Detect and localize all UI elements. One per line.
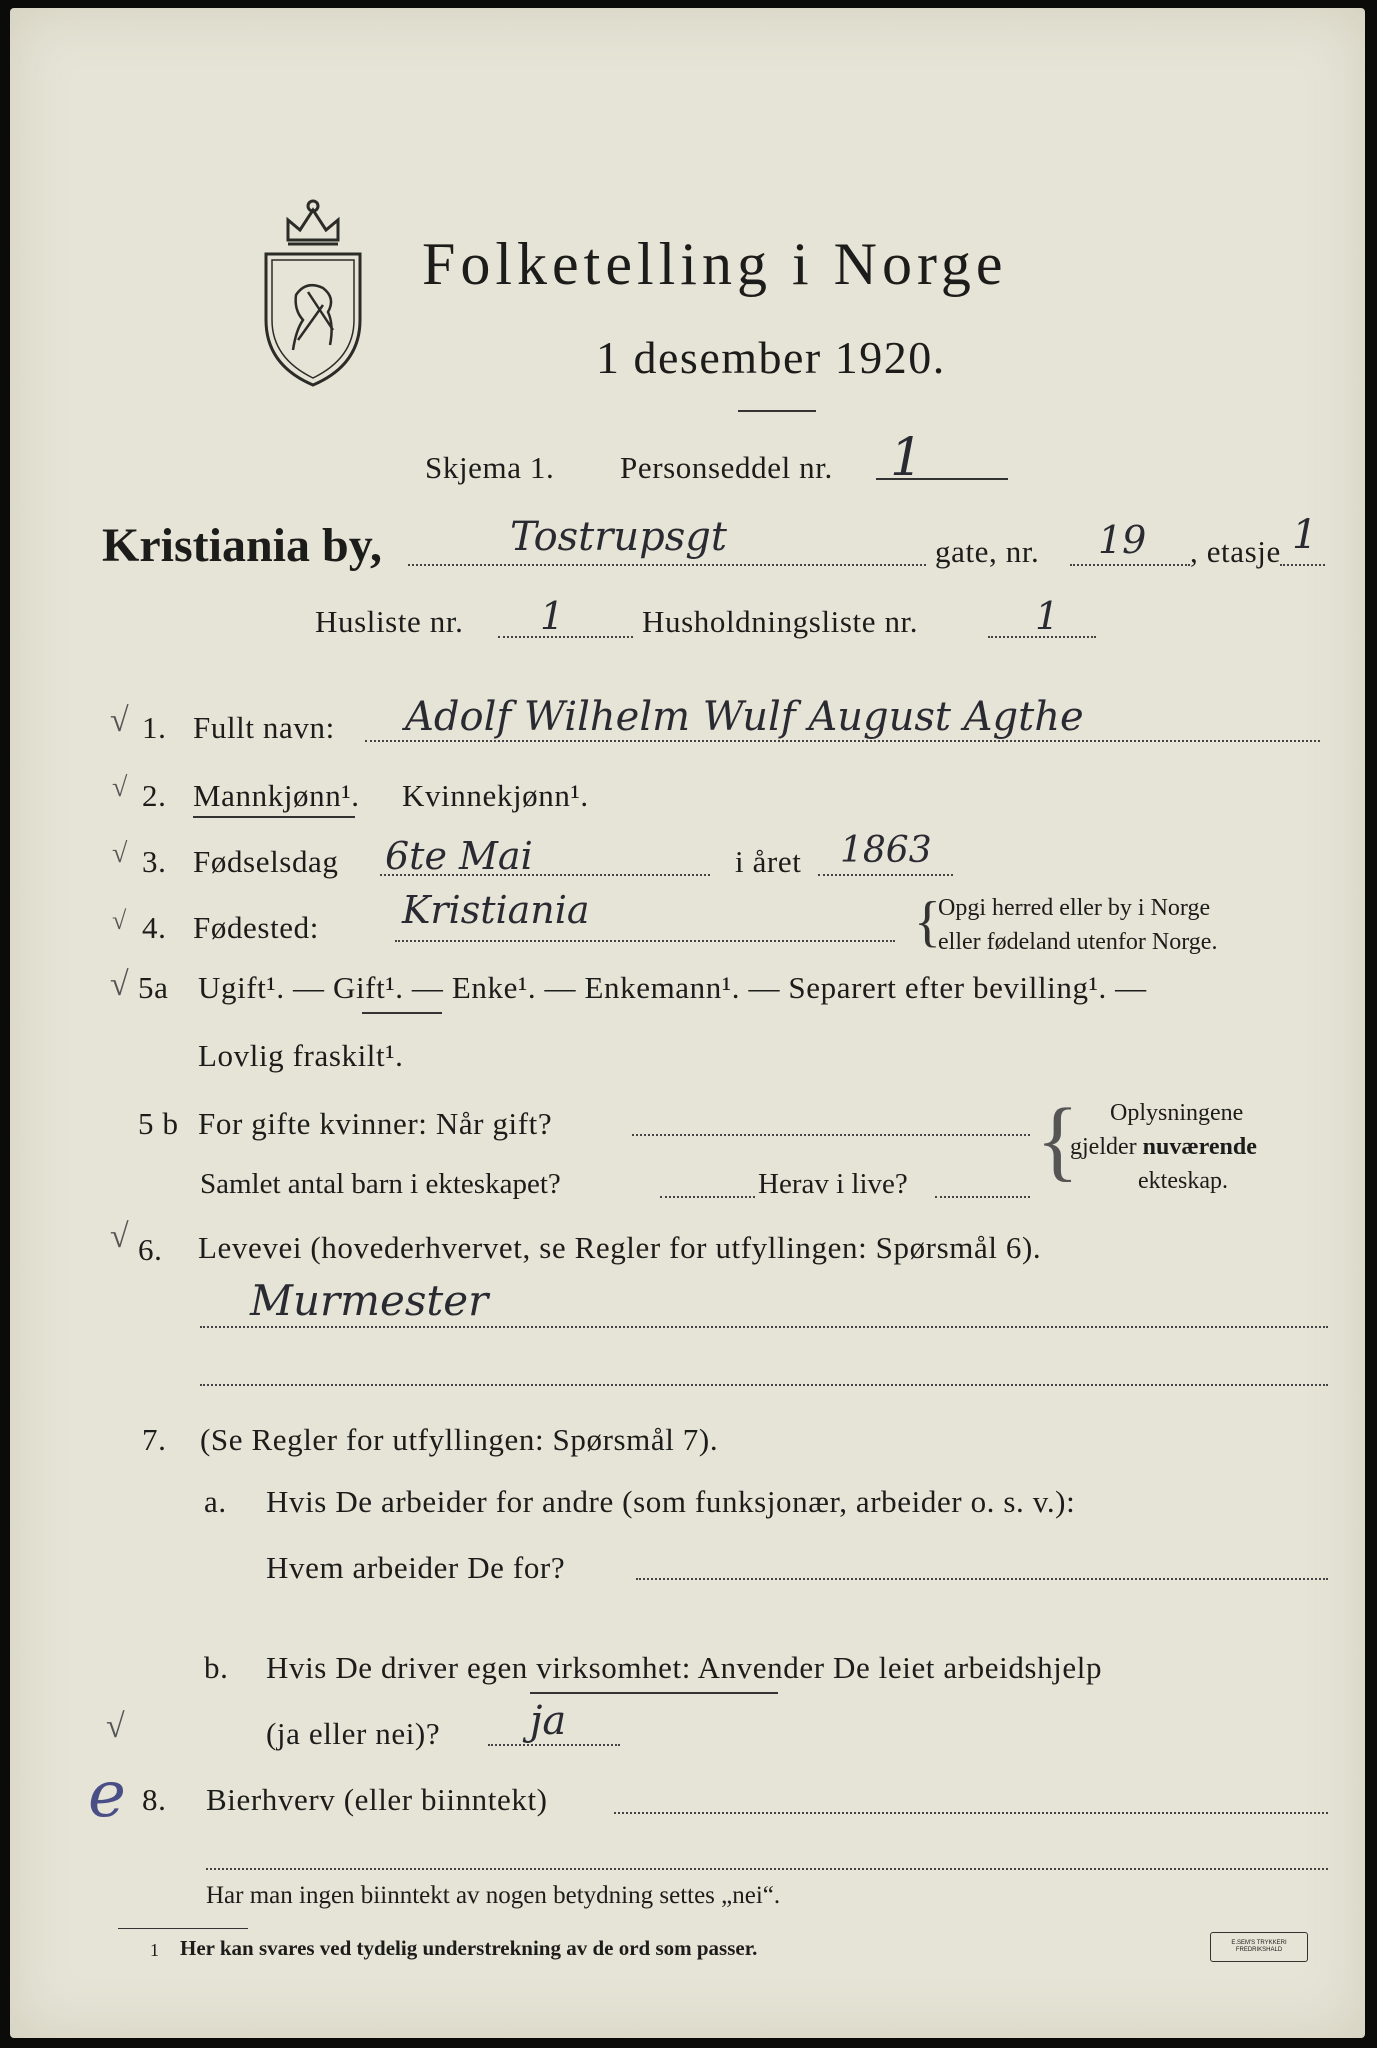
q5b-note-line1: Oplysningene <box>1110 1100 1244 1126</box>
q7b-line2: (ja eller nei)? <box>266 1716 441 1751</box>
check-mark-q1: √ <box>110 702 129 739</box>
coat-of-arms-icon <box>248 180 378 390</box>
year-label: i året <box>735 844 802 879</box>
husliste-label: Husliste nr. <box>315 604 464 639</box>
q5a-number: 5a <box>138 970 169 1005</box>
gender-female-option[interactable]: Kvinnekjønn¹. <box>402 778 589 813</box>
footnote-number: 1 <box>150 1940 159 1960</box>
q3-label: Fødselsdag <box>193 844 339 879</box>
q7b-letter: b. <box>204 1650 229 1685</box>
q7-number: 7. <box>142 1422 167 1457</box>
husliste-field[interactable] <box>498 636 633 638</box>
gender-male-option[interactable]: Mannkjønn¹. <box>193 778 360 813</box>
personseddel-label: Personseddel nr. <box>620 450 833 485</box>
q5b-number: 5 b <box>138 1106 179 1141</box>
q5b-alive-label: Herav i live? <box>758 1168 908 1200</box>
blue-margin-mark: e <box>88 1758 126 1832</box>
q4-label: Fødested: <box>193 910 319 945</box>
birth-year-value: 1863 <box>840 830 932 871</box>
personseddel-number[interactable]: 1 <box>890 428 924 488</box>
q8-label: Bierhverv (eller biinntekt) <box>206 1782 548 1817</box>
q7-label: (Se Regler for utfyllingen: Spørsmål 7). <box>200 1422 719 1457</box>
q1-label: Fullt navn: <box>193 710 335 745</box>
q1-number: 1. <box>142 710 167 745</box>
gate-number-field[interactable] <box>1070 564 1190 566</box>
married-when-field[interactable] <box>632 1134 1030 1136</box>
full-name-value: Adolf Wilhelm Wulf August Agthe <box>405 694 1084 740</box>
side-income-note: Har man ingen biinntekt av nogen betydning settes „nei“. <box>206 1882 781 1909</box>
birthplace-note-brace: { <box>914 891 941 953</box>
q7b-underline <box>530 1692 778 1694</box>
q7a-line2: Hvem arbeider De for? <box>266 1550 566 1585</box>
employer-field[interactable] <box>636 1578 1328 1580</box>
birthday-value: 6te Mai <box>385 834 533 878</box>
side-income-field-line2[interactable] <box>206 1868 1328 1870</box>
husholdning-value: 1 <box>1035 594 1060 638</box>
full-name-field[interactable] <box>365 740 1320 742</box>
q5b-note-line3: ekteskap. <box>1138 1168 1228 1194</box>
birthplace-value: Kristiania <box>402 888 590 932</box>
occupation-field-line2[interactable] <box>200 1384 1328 1386</box>
city-label: Kristiania by, <box>102 519 383 572</box>
check-mark-q4: √ <box>112 906 127 935</box>
check-mark-q6: √ <box>110 1218 129 1255</box>
q5b-note-gjelder: gjelder <box>1070 1134 1143 1160</box>
title-divider <box>738 410 816 412</box>
check-mark-q5a: √ <box>110 966 129 1003</box>
printer-stamp-text: E.SEM'S TRYKKERI FREDRIKSHALD <box>1231 1940 1287 1953</box>
hired-help-value: ja <box>530 1698 567 1744</box>
q7a-line1: Hvis De arbeider for andre (som funksjonær, arbeider o. s. v.): <box>266 1484 1076 1519</box>
footnote-divider <box>118 1928 248 1929</box>
q5b-children-label: Samlet antal barn i ekteskapet? <box>200 1168 561 1200</box>
gender-male-underline <box>193 816 355 818</box>
gate-label: gate, nr. <box>935 534 1040 569</box>
personseddel-underline <box>876 478 1008 480</box>
schema-label: Skjema 1. <box>425 450 555 485</box>
children-count-field[interactable] <box>660 1196 755 1198</box>
q6-label: Levevei (hovederhvervet, se Regler for utfyllingen: Spørsmål 6). <box>198 1230 1042 1265</box>
marital-status-options[interactable]: Ugift¹. — Gift¹. — Enke¹. — Enkemann¹. — Separert efter bevilling¹. — <box>198 970 1147 1005</box>
q5b-note-brace: { <box>1036 1091 1080 1190</box>
children-alive-field[interactable] <box>935 1196 1030 1198</box>
census-form <box>10 8 1365 2038</box>
gate-number-value: 19 <box>1098 518 1147 562</box>
check-mark-q7b: √ <box>106 1708 125 1745</box>
q5b-note-line2 <box>1070 1134 1257 1161</box>
birthplace-note-line1: Opgi herred eller by i Norge <box>938 895 1211 921</box>
form-title: Folketelling i Norge <box>422 231 1008 297</box>
q7b-line1: Hvis De driver egen virksomhet: Anvender De leiet arbeidshjelp <box>266 1650 1103 1685</box>
marital-gift-underline <box>362 1012 442 1014</box>
q6-number: 6. <box>138 1232 163 1267</box>
street-value: Tostrupsgt <box>510 514 727 560</box>
check-mark-q2: √ <box>112 772 128 803</box>
birth-year-field[interactable] <box>818 874 953 876</box>
q8-number: 8. <box>142 1782 167 1817</box>
q2-number: 2. <box>142 778 167 813</box>
q5b-married-label: For gifte kvinner: Når gift? <box>198 1106 553 1141</box>
q3-number: 3. <box>142 844 167 879</box>
census-date: 1 desember 1920. <box>596 332 946 383</box>
street-field[interactable] <box>408 564 926 566</box>
side-income-field-line1[interactable] <box>614 1812 1328 1814</box>
birthplace-note-line2: eller fødeland utenfor Norge. <box>938 929 1218 955</box>
hired-help-field[interactable] <box>488 1744 620 1746</box>
q4-number: 4. <box>142 910 167 945</box>
etasje-field[interactable] <box>1280 564 1325 566</box>
check-mark-q3: √ <box>112 838 128 869</box>
etasje-label: , etasje <box>1190 534 1281 569</box>
birthplace-field[interactable] <box>395 940 895 942</box>
husholdning-label: Husholdningsliste nr. <box>642 604 919 639</box>
etasje-value: 1 <box>1292 512 1318 558</box>
q5b-note-current: nuværende <box>1142 1134 1257 1160</box>
footnote-text: Her kan svares ved tydelig understrekning av de ord som passer. <box>180 1936 758 1960</box>
occupation-field-line1[interactable] <box>200 1326 1328 1328</box>
occupation-value: Murmester <box>250 1276 489 1325</box>
q7a-letter: a. <box>204 1484 227 1519</box>
marital-status-divorced[interactable]: Lovlig fraskilt¹. <box>198 1038 404 1073</box>
printer-stamp <box>1210 1932 1308 1962</box>
husliste-value: 1 <box>540 594 565 638</box>
